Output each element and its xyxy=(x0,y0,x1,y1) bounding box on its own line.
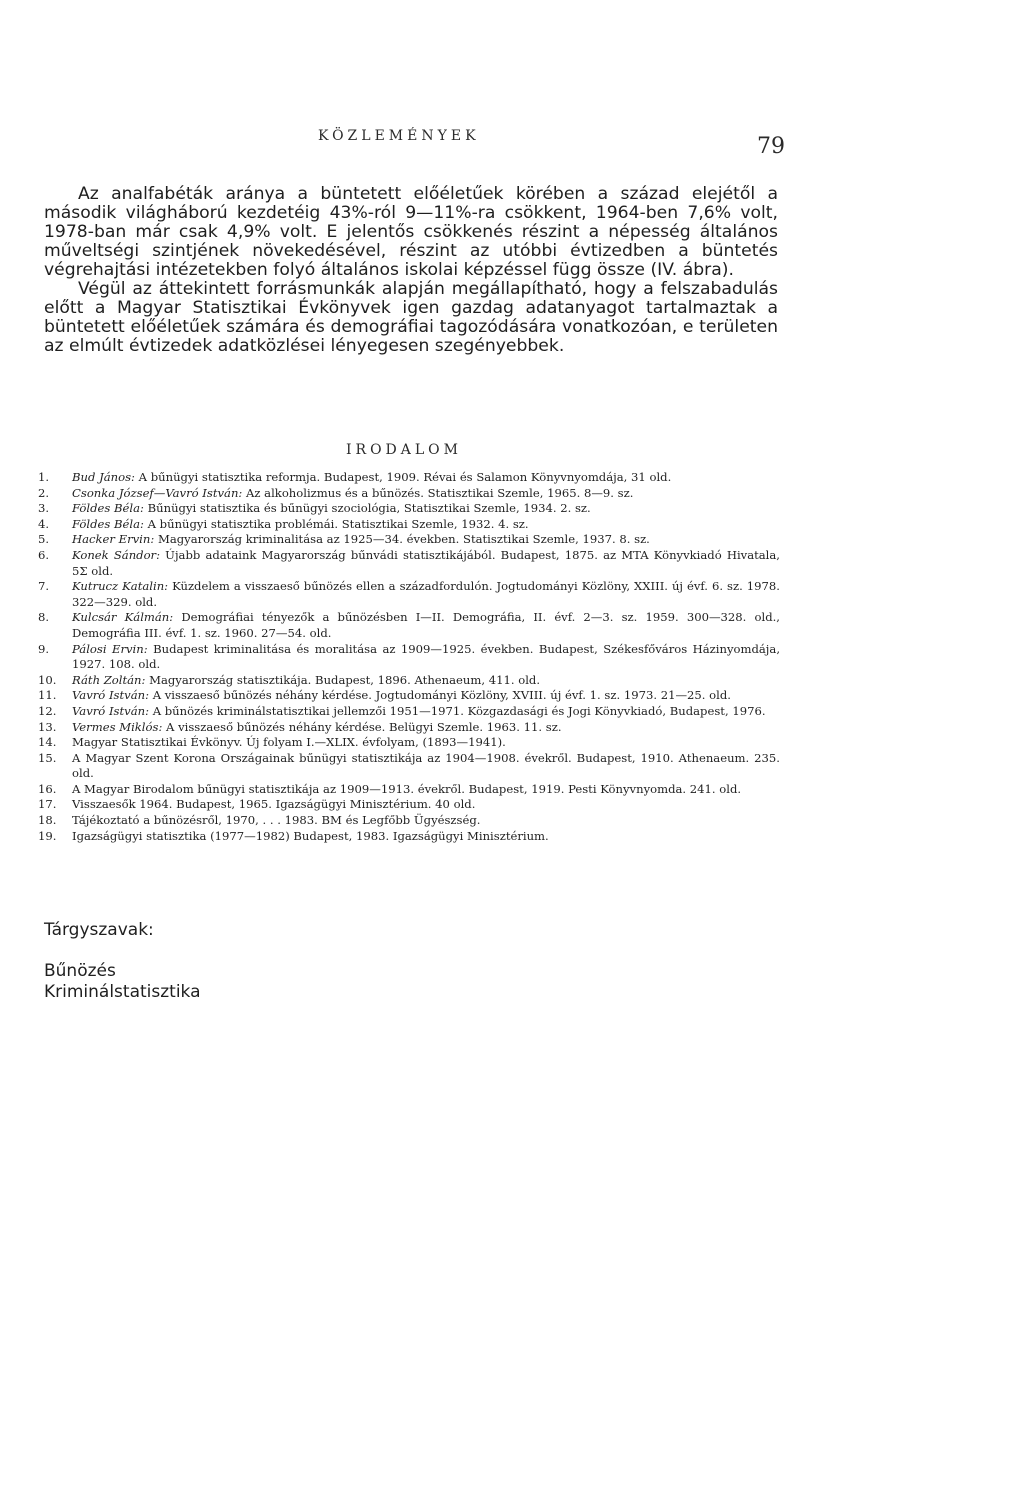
reference-body xyxy=(72,579,780,610)
reference-text: Újabb adataink Magyarország bűnvádi statisztikájából. Budapest, 1875. az MTA Könyvkiadó Hivatala, 5Σ old. xyxy=(72,547,780,578)
reference-author: Vermes Miklós: xyxy=(72,719,163,734)
reference-body xyxy=(72,486,780,502)
reference-text: Budapest kriminalitása és moralitása az 1909—1925. években. Budapest, Székesfőváros Házinyomdája, 1927. 108. old. xyxy=(72,641,781,672)
reference-body xyxy=(72,501,780,517)
reference-item xyxy=(38,517,780,533)
reference-body xyxy=(72,735,780,751)
reference-body xyxy=(72,829,780,845)
reference-item xyxy=(38,532,780,548)
reference-number: 5. xyxy=(38,532,50,547)
reference-number: 3. xyxy=(38,501,50,516)
reference-text: Magyarország kriminalitása az 1925—34. években. Statisztikai Szemle, 1937. 8. sz. xyxy=(154,532,650,547)
reference-author: Hacker Ervin: xyxy=(72,532,155,547)
keyword-item: Kriminálstatisztika xyxy=(44,982,201,1002)
reference-item xyxy=(38,813,780,829)
reference-number: 2. xyxy=(38,485,50,500)
reference-text: A Magyar Birodalom bűnügyi statisztikája az 1909—1913. évekről. Budapest, 1919. Pesti Könyvnyomda. 241. old. xyxy=(72,781,742,796)
paragraph: Az analfabéták aránya a büntetett előéletűek körében a század elejétől a második világháború kezdetéig 43%-ról 9—11%-ra csökkent, 1964-ben 7,6% volt, 1978-ban már csak 4,9% volt. E jelentős csökkenés részint a népesség általános műveltségi szintjének növekedésével, részint az utóbbi évtizedben a büntetés végrehajtási intézetekben folyó általános iskolai képzéssel függ össze (IV. ábra). xyxy=(44,184,778,280)
reference-author: Földes Béla: xyxy=(72,501,144,516)
reference-item xyxy=(38,470,780,486)
reference-number: 17. xyxy=(38,797,57,812)
reference-text: A bűnügyi statisztika problémái. Statisztikai Szemle, 1932. 4. sz. xyxy=(143,516,529,531)
reference-number: 16. xyxy=(38,781,57,796)
reference-text: Magyarország statisztikája. Budapest, 1896. Athenaeum, 411. old. xyxy=(145,672,541,687)
reference-author: Pálosi Ervin: xyxy=(72,641,148,656)
reference-text: Igazságügyi statisztika (1977—1982) Budapest, 1983. Igazságügyi Minisztérium. xyxy=(72,828,549,843)
reference-number: 10. xyxy=(38,672,57,687)
reference-text: A bűnügyi statisztika reformja. Budapest, 1909. Révai és Salamon Könyvnyomdája, 31 old. xyxy=(134,470,672,484)
reference-item xyxy=(38,579,780,610)
keywords-section xyxy=(44,920,201,1003)
paragraph: Végül az áttekintett forrásmunkák alapján megállapítható, hogy a felszabadulás előtt a Magyar Statisztikai Évkönyvek igen gazdag adatanyagot tartalmaztak a büntetett előéletűek számára és demográfiai tagozódására vonatkozóan, e területen az elmúlt évtizedek adatközlései lényegesen szegényebbek. xyxy=(44,279,778,356)
reference-number: 4. xyxy=(38,516,50,531)
reference-body xyxy=(72,688,780,704)
reference-author: Földes Béla: xyxy=(72,516,144,531)
reference-author: Ráth Zoltán: xyxy=(72,672,146,687)
running-head: KÖZLEMÉNYEK xyxy=(318,128,480,144)
reference-item xyxy=(38,673,780,689)
reference-number: 13. xyxy=(38,719,57,734)
bibliography-title: IRODALOM xyxy=(346,442,462,458)
reference-item xyxy=(38,829,780,845)
reference-body xyxy=(72,610,780,641)
reference-number: 11. xyxy=(38,688,57,703)
reference-body xyxy=(72,642,780,673)
reference-body xyxy=(72,517,780,533)
reference-number: 18. xyxy=(38,813,57,828)
reference-text: Tájékoztató a bűnözésről, 1970, . . . 1983. BM és Legfőbb Ügyészség. xyxy=(72,813,481,828)
reference-number: 14. xyxy=(38,735,57,750)
reference-text: Bűnügyi statisztika és bűnügyi szociológia, Statisztikai Szemle, 1934. 2. sz. xyxy=(143,501,591,516)
reference-body xyxy=(72,782,780,798)
reference-item xyxy=(38,704,780,720)
reference-item xyxy=(38,486,780,502)
reference-number: 15. xyxy=(38,750,57,765)
reference-author: Bud János: xyxy=(72,470,135,484)
reference-author: Kutrucz Katalin: xyxy=(72,579,169,594)
page-number: 79 xyxy=(757,134,785,159)
reference-body xyxy=(72,704,780,720)
reference-text: A visszaeső bűnözés néhány kérdése. Jogtudományi Közlöny, XVIII. új évf. 1. sz. 1973. 21—25. old. xyxy=(149,688,731,703)
reference-item xyxy=(38,782,780,798)
reference-item xyxy=(38,751,780,782)
reference-author: Csonka József—Vavró István: xyxy=(72,485,243,500)
reference-body xyxy=(72,470,780,486)
reference-body xyxy=(72,751,780,782)
keyword-item: Bűnözés xyxy=(44,961,116,981)
reference-body xyxy=(72,797,780,813)
reference-text: A bűnözés kriminálstatisztikai jellemzői 1951—1971. Közgazdasági és Jogi Könyvkiadó, Budapest, 1976. xyxy=(149,703,766,718)
reference-number: 1. xyxy=(38,470,50,484)
reference-body xyxy=(72,720,780,736)
reference-author: Vavró István: xyxy=(72,688,150,703)
reference-item xyxy=(38,797,780,813)
reference-number: 9. xyxy=(38,641,50,656)
reference-body xyxy=(72,813,780,829)
reference-text: Küzdelem a visszaeső bűnözés ellen a századfordulón. Jogtudományi Közlöny, XXIII. új évf. 6. sz. 1978. 322—329. old. xyxy=(72,579,780,609)
reference-text: Az alkoholizmus és a bűnözés. Statisztikai Szemle, 1965. 8—9. sz. xyxy=(242,485,634,500)
body-text xyxy=(44,185,778,356)
reference-item xyxy=(38,688,780,704)
reference-item xyxy=(38,720,780,736)
reference-author: Kulcsár Kálmán: xyxy=(72,610,174,625)
reference-number: 19. xyxy=(38,828,57,843)
bibliography-list xyxy=(38,470,780,844)
keywords-title: Tárgyszavak: xyxy=(44,920,154,940)
reference-item xyxy=(38,642,780,673)
reference-number: 7. xyxy=(38,579,50,594)
reference-body xyxy=(72,673,780,689)
reference-number: 6. xyxy=(38,547,50,562)
reference-text: Visszaesők 1964. Budapest, 1965. Igazságügyi Minisztérium. 40 old. xyxy=(72,797,476,812)
reference-item xyxy=(38,610,780,641)
reference-text: Demográfiai tényezők a bűnözésben I—II. Demográfia, II. évf. 2—3. sz. 1959. 300—328. old., Demográfia III. évf. 1. sz. 1960. 27—54. old. xyxy=(72,610,780,640)
reference-item xyxy=(38,735,780,751)
reference-body xyxy=(72,548,780,579)
reference-text: A Magyar Szent Korona Országainak bűnügyi statisztikája az 1904—1908. évekről. Budapest, 1910. Athenaeum. 235. old. xyxy=(72,750,780,781)
reference-author: Vavró István: xyxy=(72,703,150,718)
reference-text: Magyar Statisztikai Évkönyv. Új folyam I.—XLIX. évfolyam, (1893—1941). xyxy=(72,735,506,750)
reference-item xyxy=(38,501,780,517)
reference-item xyxy=(38,548,780,579)
reference-author: Konek Sándor: xyxy=(72,547,161,562)
reference-text: A visszaeső bűnözés néhány kérdése. Belügyi Szemle. 1963. 11. sz. xyxy=(162,719,562,734)
reference-body xyxy=(72,532,780,548)
reference-number: 8. xyxy=(38,610,50,625)
reference-number: 12. xyxy=(38,703,57,718)
